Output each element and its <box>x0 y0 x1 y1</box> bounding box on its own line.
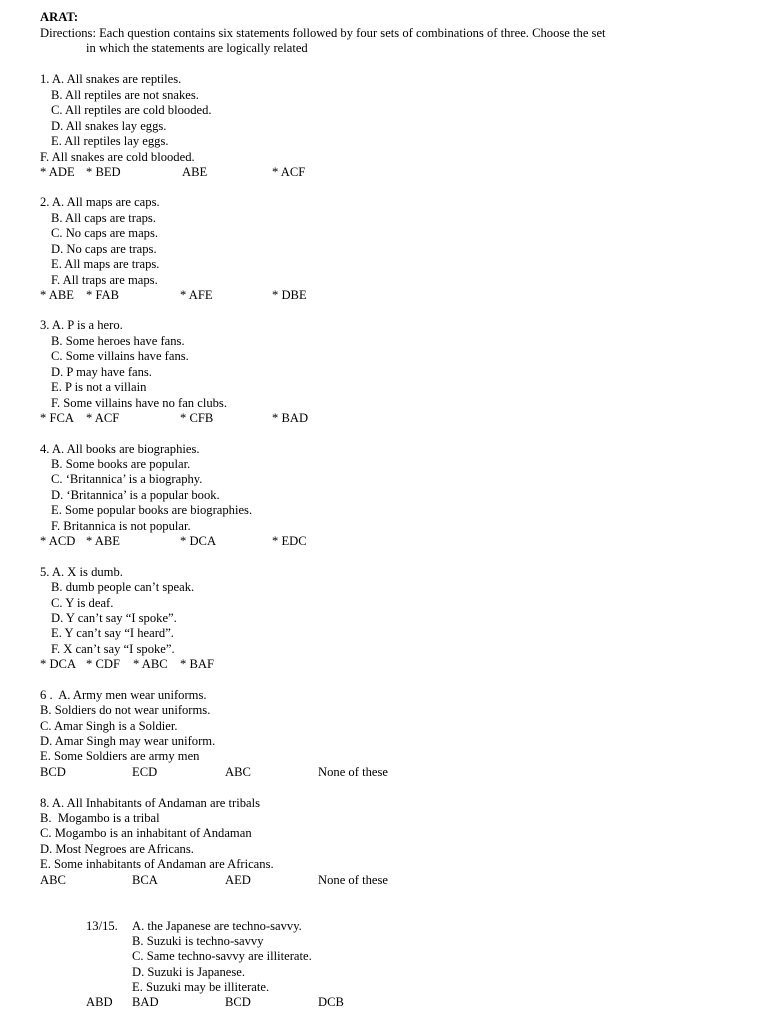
question-6-option-4: None of these <box>318 765 388 779</box>
question-13-option-4: DCB <box>318 995 344 1009</box>
question-13-statement-a: A. the Japanese are techno-savvy. <box>132 919 302 933</box>
question-5-statement-f: F. X can’t say “I spoke”. <box>51 642 175 656</box>
question-1-statement-b: B. All reptiles are not snakes. <box>51 88 199 102</box>
question-2-option-4: * DBE <box>272 288 307 302</box>
question-4-statement-b: B. Some books are popular. <box>51 457 191 471</box>
question-6-statement-d: D. Amar Singh may wear uniform. <box>40 734 216 748</box>
question-3-statement-d: D. P may have fans. <box>51 365 152 379</box>
question-6-option-1: BCD <box>40 765 66 779</box>
question-5-statement-e: E. Y can’t say “I heard”. <box>51 626 174 640</box>
question-5-option-3: * ABC <box>133 657 168 671</box>
question-2-option-1: * ABE <box>40 288 74 302</box>
question-5-option-1: * DCA <box>40 657 77 671</box>
question-8-statement-a: 8. A. All Inhabitants of Andaman are tribals <box>40 796 260 810</box>
question-13-statement-b: B. Suzuki is techno-savvy <box>132 934 264 948</box>
question-4-statement-e: E. Some popular books are biographies. <box>51 503 253 517</box>
question-2-statement-a: 2. A. All maps are caps. <box>40 195 160 209</box>
question-5-statement-d: D. Y can’t say “I spoke”. <box>51 611 177 625</box>
question-8-option-4: None of these <box>318 873 388 887</box>
question-8-statement-e: E. Some inhabitants of Andaman are Africans. <box>40 857 274 871</box>
question-5-statement-c: C. Y is deaf. <box>51 596 114 610</box>
question-4-option-3: * DCA <box>180 534 217 548</box>
question-6-option-2: ECD <box>132 765 158 779</box>
question-1-statement-f: F. All snakes are cold blooded. <box>40 150 195 164</box>
question-8-option-3: AED <box>225 873 251 887</box>
question-1-statement-c: C. All reptiles are cold blooded. <box>51 103 212 117</box>
question-8-statement-d: D. Most Negroes are Africans. <box>40 842 194 856</box>
question-2-statement-c: C. No caps are maps. <box>51 226 159 240</box>
question-1-option-3: ABE <box>182 165 208 179</box>
question-1-option-2: * BED <box>86 165 121 179</box>
question-13-statement-e: E. Suzuki may be illiterate. <box>132 980 270 994</box>
question-4-statement-c: C. ‘Britannica’ is a biography. <box>51 472 203 486</box>
question-8-option-1: ABC <box>40 873 66 887</box>
question-6-statement-c: C. Amar Singh is a Soldier. <box>40 719 178 733</box>
question-2-statement-b: B. All caps are traps. <box>51 211 156 225</box>
question-1-statement-a: 1. A. All snakes are reptiles. <box>40 72 182 86</box>
question-4-option-4: * EDC <box>272 534 307 548</box>
question-3-statement-c: C. Some villains have fans. <box>51 349 189 363</box>
question-4-option-2: * ABE <box>86 534 120 548</box>
question-6-statement-e: E. Some Soldiers are army men <box>40 749 200 763</box>
question-5-statement-a: 5. A. X is dumb. <box>40 565 123 579</box>
question-3-option-2: * ACF <box>86 411 120 425</box>
question-4-statement-f: F. Britannica is not popular. <box>51 519 191 533</box>
question-6-option-3: ABC <box>225 765 251 779</box>
question-4-statement-d: D. ‘Britannica’ is a popular book. <box>51 488 220 502</box>
question-8-statement-b: B. Mogambo is a tribal <box>40 811 160 825</box>
question-4-statement-a: 4. A. All books are biographies. <box>40 442 200 456</box>
directions-line-1: Directions: Each question contains six statements followed by four sets of combinations of three. Choose the set <box>40 26 606 40</box>
question-8-option-2: BCA <box>132 873 158 887</box>
question-8-statement-c: C. Mogambo is an inhabitant of Andaman <box>40 826 252 840</box>
question-13-option-1: ABD <box>86 995 113 1009</box>
question-6-statement-b: B. Soldiers do not wear uniforms. <box>40 703 211 717</box>
question-3-option-1: * FCA <box>40 411 74 425</box>
question-3-statement-b: B. Some heroes have fans. <box>51 334 185 348</box>
question-3-statement-e: E. P is not a villain <box>51 380 147 394</box>
question-2-statement-e: E. All maps are traps. <box>51 257 160 271</box>
question-2-statement-d: D. No caps are traps. <box>51 242 157 256</box>
question-4-option-1: * ACD <box>40 534 76 548</box>
question-2-statement-f: F. All traps are maps. <box>51 273 158 287</box>
question-3-option-4: * BAD <box>272 411 309 425</box>
question-13-statement-c: C. Same techno-savvy are illiterate. <box>132 949 312 963</box>
question-13-option-3: BCD <box>225 995 251 1009</box>
question-5-option-4: * BAF <box>180 657 214 671</box>
question-13-statement-d: D. Suzuki is Japanese. <box>132 965 245 979</box>
question-13-number: 13/15. <box>86 919 118 933</box>
directions-line-2: in which the statements are logically related <box>86 41 308 55</box>
question-5-option-2: * CDF <box>86 657 120 671</box>
document-title: ARAT: <box>40 10 79 24</box>
question-13-option-2: BAD <box>132 995 159 1009</box>
question-6-statement-a: 6 . A. Army men wear uniforms. <box>40 688 207 702</box>
question-2-option-3: * AFE <box>180 288 213 302</box>
question-1-option-4: * ACF <box>272 165 306 179</box>
question-3-statement-a: 3. A. P is a hero. <box>40 318 123 332</box>
question-1-statement-e: E. All reptiles lay eggs. <box>51 134 169 148</box>
question-2-option-2: * FAB <box>86 288 120 302</box>
question-3-option-3: * CFB <box>180 411 214 425</box>
question-3-statement-f: F. Some villains have no fan clubs. <box>51 396 227 410</box>
question-1-option-1: * ADE <box>40 165 75 179</box>
question-5-statement-b: B. dumb people can’t speak. <box>51 580 195 594</box>
question-1-statement-d: D. All snakes lay eggs. <box>51 119 167 133</box>
